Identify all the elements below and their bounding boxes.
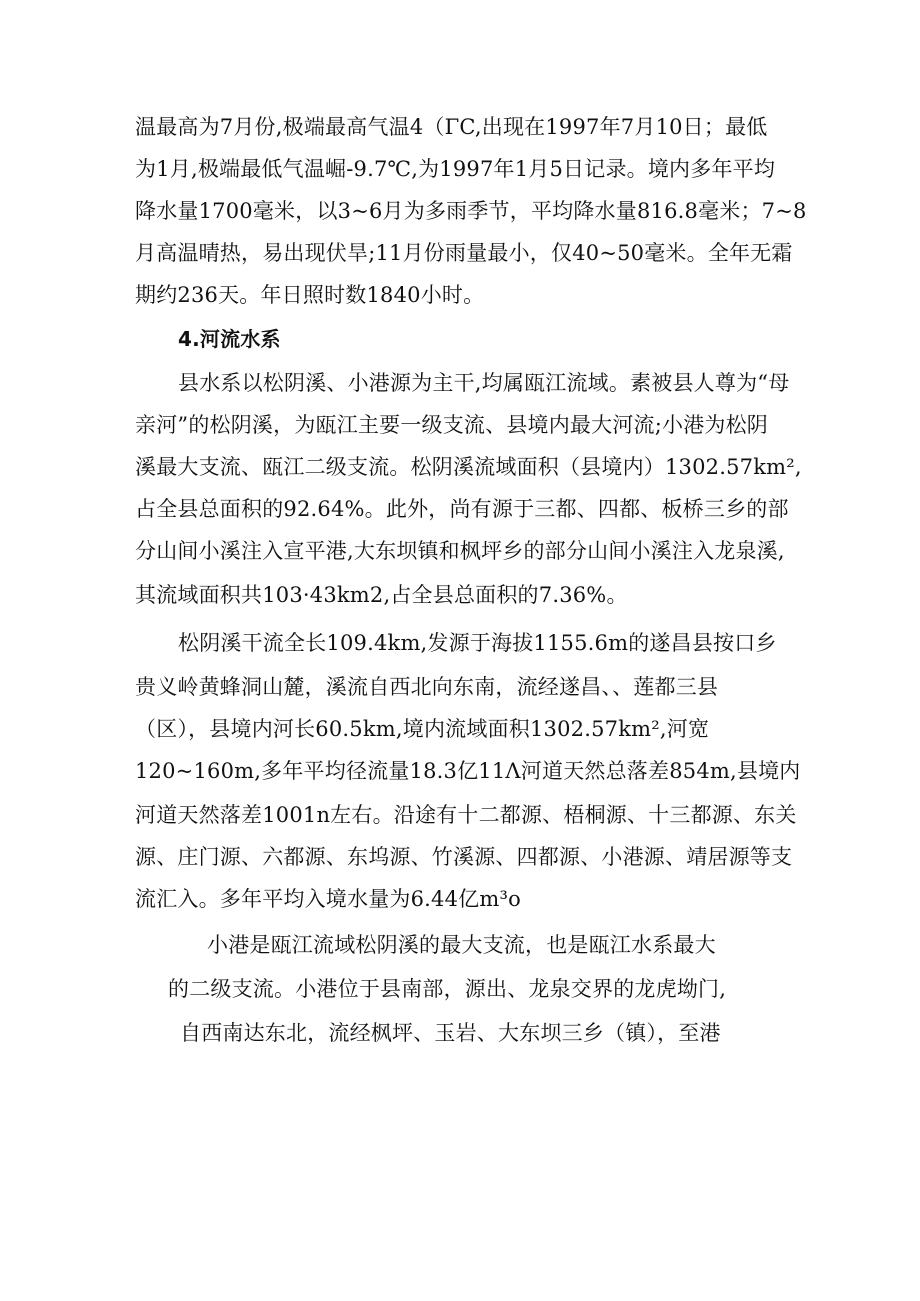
para3-line-3: （区），县境内河长60.5km,境内流域面积1302.57km²,河宽 bbox=[135, 717, 710, 741]
para3-line-5: 河道天然落差1001n左右。沿途有十二都源、梧桐源、十三都源、东关 bbox=[135, 803, 797, 827]
para2-line-3: 溪最大支流、瓯江二级支流。松阴溪流域面积（县境内）1302.57km², bbox=[135, 455, 802, 479]
para4-line-1: 小港是瓯江流域松阴溪的最大支流，也是瓯江水系最大 bbox=[207, 933, 716, 957]
para3-line-1: 松阴溪干流全长109.4km,发源于海拔1155.6m的遂昌县按口乡 bbox=[178, 631, 777, 655]
para2-line-2: 亲河”的松阴溪，为瓯江主要一级支流、县境内最大河流;小港为松阴 bbox=[135, 413, 769, 437]
para3-line-4: 120~160m,多年平均径流量18.3亿11Λ河道天然总落差854m,县境内 bbox=[135, 759, 801, 783]
para3-line-2: 贵义岭黄蜂洞山麓，溪流自西北向东南，流经遂昌、、莲都三县 bbox=[135, 675, 719, 699]
para2-line-1: 县水系以松阴溪、小港源为主干,均属瓯江流域。素被县人尊为“母 bbox=[178, 371, 790, 395]
para3-line-7: 流汇入。多年平均入境水量为6.44亿m³o bbox=[135, 887, 521, 911]
para4-line-3: 自西南达东北，流经枫坪、玉岩、大东坝三乡（镇），至港 bbox=[180, 1021, 721, 1045]
para3-line-6: 源、庄门源、六都源、东坞源、竹溪源、四都源、小港源、靖居源等支 bbox=[135, 845, 793, 869]
para4-line-2: 的二级支流。小港位于县南部，源出、龙泉交界的龙虎坳门, bbox=[168, 977, 727, 1001]
para1-line-4: 月高温晴热，易出现伏旱;11月份雨量最小，仅40~50毫米。全年无霜 bbox=[135, 241, 793, 265]
para1-line-3: 降水量1700毫米，以3~6月为多雨季节，平均降水量816.8毫米；7~8 bbox=[135, 199, 807, 223]
para2-line-4: 占全县总面积的92.64%。此外，尚有源于三都、四都、板桥三乡的部 bbox=[135, 497, 789, 521]
para2-line-5: 分山间小溪注入宣平港,大东坝镇和枫坪乡的部分山间小溪注入龙泉溪, bbox=[135, 539, 785, 563]
para2-line-6: 其流域面积共103·43km2,占全县总面积的7.36%。 bbox=[135, 583, 628, 607]
para1-line-1: 温最高为7月份,极端最高气温4（ΓC,出现在1997年7月10日；最低 bbox=[135, 115, 768, 139]
section-heading: 4.河流水系 bbox=[178, 327, 281, 351]
para1-line-5: 期约236天。年日照时数1840小时。 bbox=[135, 283, 485, 307]
para1-line-2: 为1月,极端最低气温崛-9.7℃,为1997年1月5日记录。境内多年平均 bbox=[135, 157, 776, 181]
